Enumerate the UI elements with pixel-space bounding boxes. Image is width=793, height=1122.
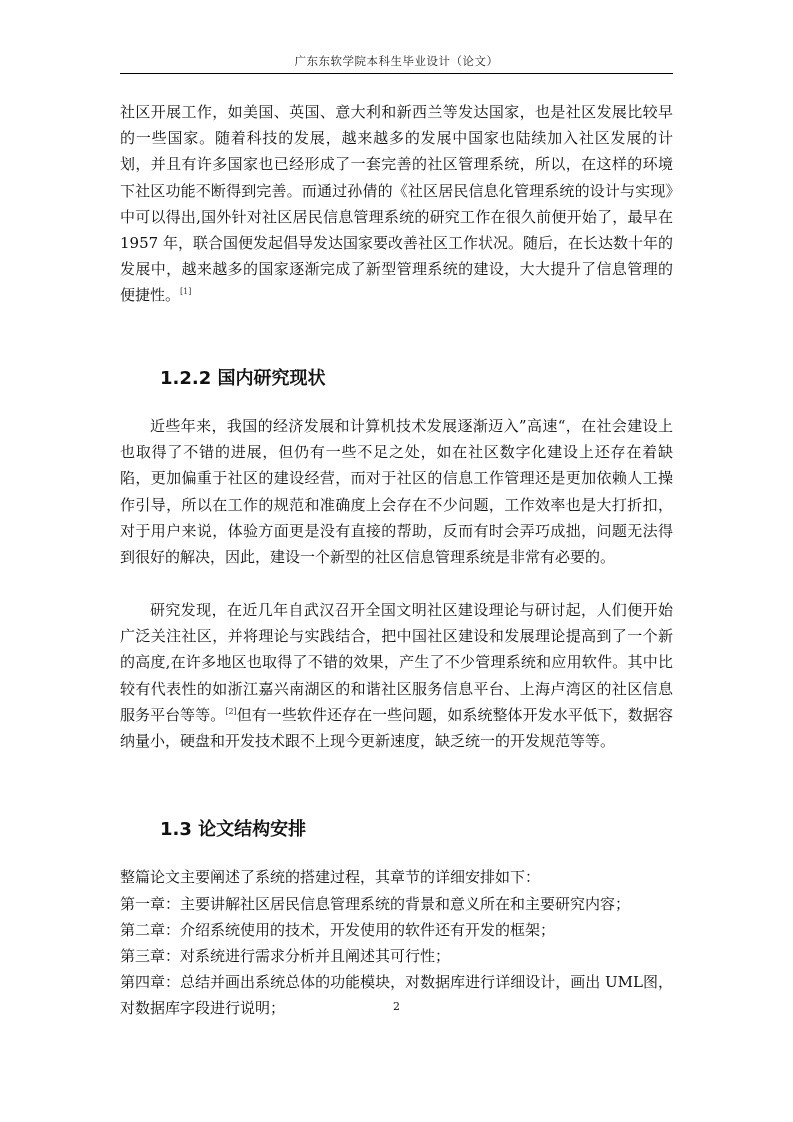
paragraph-text: 研究发现，在近几年自武汉召开全国文明社区建设理论与研讨起，人们便开始广泛关注社区，并将理论与实践结合，把中国社区建设和发展理论提高到了一个新的高度,在许多地区也取得了不错的效果，产生了不少管理系统和应用软件。其中比较有代表性的如浙江嘉兴南湖区的和谐社区服务信息平台、上海卢湾区的社区信息服务平台等等。	[120, 601, 673, 724]
page-header: 广东东软学院本科生毕业设计（论文）	[294, 54, 499, 68]
chapter-line: 第一章：主要讲解社区居民信息管理系统的背景和意义所在和主要研究内容；	[120, 895, 631, 913]
page-number: 2	[393, 1000, 400, 1013]
chapter-line: 第四章：总结并画出系统总体的功能模块，对数据库进行详细设计，画出 UML图，对数据库字段进行说明；	[120, 973, 673, 1018]
header-rule	[120, 73, 673, 74]
section-heading-1-3: 1.3 论文结构安排	[160, 819, 307, 840]
citation-2: [2]	[225, 706, 237, 716]
structure-intro: 整篇论文主要阐述了系统的搭建过程，其章节的详细安排如下：	[120, 868, 541, 886]
chapter-line: 第三章：对系统进行需求分析并且阐述其可行性；	[120, 947, 451, 965]
citation-1: [1]	[180, 287, 192, 297]
paragraph-foreign-research	[120, 99, 673, 309]
paragraph-domestic-status: 近些年来，我国的经济发展和计算机技术发展逐渐迈入”高速“，在社会建设上也取得了不错的进展，但仍有一些不足之处，如在社区数字化建设上还存在着缺陷，更加偏重于社区的建设经营，而对于社区的信息工作管理还是更加依赖人工操作引导，所以在工作的规范和准确度上会存在不少问题，工作效率也是大打折扣，对于用户来说，体验方面更是没有直接的帮助，反而有时会弄巧成拙，问题无法得到很好的解决，因此，建设一个新型的社区信息管理系统是非常有必要的。	[120, 417, 673, 567]
paragraph-text: 但有一些软件还存在一些问题，如系统整体开发水平低下，数据容纳量小，硬盘和开发技术跟不上现今更新速度，缺乏统一的开发规范等等。	[120, 705, 673, 751]
section-heading-1-2-2: 1.2.2 国内研究现状	[160, 368, 326, 389]
chapter-line: 第二章：介绍系统使用的技术，开发使用的软件还有开发的框架；	[120, 921, 556, 939]
paragraph-research-findings	[120, 597, 673, 754]
paragraph-text: 社区开展工作，如美国、英国、意大利和新西兰等发达国家，也是社区发展比较早的一些国家。随着科技的发展，越来越多的发展中国家也陆续加入社区发展的计划，并且有许多国家也已经形成了一套完善的社区管理系统，所以，在这样的环境下社区功能不断得到完善。而通过孙倩的《社区居民信息化管理系统的设计与实现》中可以得出,国外针对社区居民信息管理系统的研究工作在很久前便开始了，最早在 1957 年，联合国便发起倡导发达国家要改善社区工作状况。随后，在长达数十年的发展中，越来越多的国家逐渐完成了新型管理系统的建设，大大提升了信息管理的便捷性。	[120, 103, 673, 305]
